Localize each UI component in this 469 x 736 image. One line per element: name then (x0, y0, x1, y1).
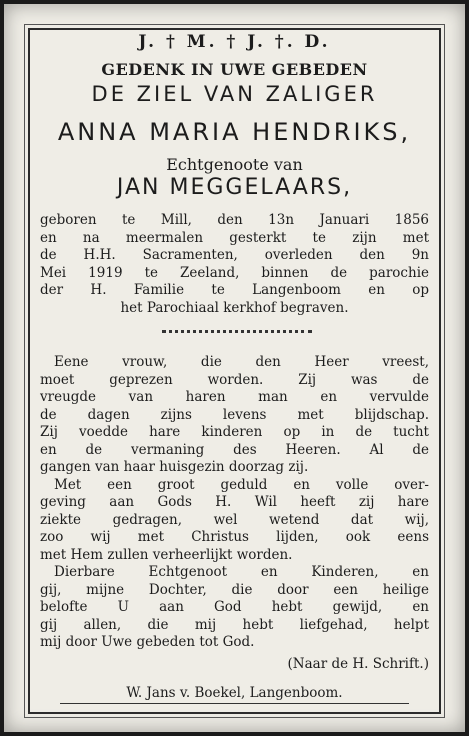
eulogy-line: gij, mijne Dochter, die door een heilige (40, 581, 429, 598)
eulogy-line: met Hem zullen verheerlijkt worden. (40, 546, 293, 563)
eulogy-line: Zij voedde hare kinderen op in de tucht (40, 424, 429, 440)
bio-line: en na meermalen gesterkt te zijn met (40, 229, 429, 246)
ziel-heading: DE ZIEL VAN ZALIGER (91, 82, 378, 106)
eulogy-line: belofte U aan God hebt gewijd, en (40, 599, 429, 615)
bio-line: Mei 1919 te Zeeland, binnen de parochie (40, 264, 429, 281)
printer-imprint: W. Jans v. Boekel, Langenboom. (126, 685, 343, 701)
eulogy-line: de dagen zijns levens met blijdschap. (40, 406, 429, 423)
eulogy-line: zoo wij met Christus lijden, ook eens (40, 529, 429, 545)
eulogy-line: gij allen, die mij hebt liefgehad, helpt (40, 616, 429, 633)
memorial-card (4, 4, 465, 732)
eulogy-line: Met een groot geduld en volle over- (54, 476, 429, 493)
scripture-citation: (Naar de H. Schrift.) (287, 656, 429, 672)
eulogy-line: moet geprezen worden. Zij was de (40, 371, 429, 388)
eulogy-line: vreugde van haren man en vervulde (40, 389, 429, 405)
deceased-name: ANNA MARIA HENDRIKS, (57, 118, 412, 146)
bio-line: der H. Familie te Langenboom en op (40, 282, 429, 298)
bio-line: het Parochiaal kerkhof begraven. (120, 299, 349, 316)
eulogy-line: gangen van haar huisgezin doorzag zij. (40, 459, 309, 475)
eulogy-line: Eene vrouw, die den Heer vreest, (54, 354, 429, 370)
eulogy-line: Dierbare Echtgenoot en Kinderen, en (54, 564, 429, 580)
card-border-frame (28, 28, 441, 714)
eulogy-line: mij door Uwe gebeden tot God. (40, 634, 255, 650)
bio-line: geboren te Mill, den 13n Januari 1856 (40, 212, 429, 228)
dotted-divider (162, 330, 312, 336)
religious-abbreviation: J. † M. † J. †. D. (138, 32, 331, 52)
gedenk-heading: GEDENK IN UWE GEBEDEN (101, 60, 368, 79)
spouse-name: JAN MEGGELAARS, (116, 175, 353, 200)
eulogy-paragraph (40, 354, 429, 652)
biography-paragraph (40, 212, 429, 317)
bio-line: de H.H. Sacramenten, overleden den 9n (40, 247, 429, 263)
spouse-label: Echtgenoote van (166, 155, 303, 174)
card-content (30, 30, 439, 712)
eulogy-line: geving aan Gods H. Wil heeft zij hare (40, 494, 429, 510)
eulogy-line: ziekte gedragen, wel wetend dat wij, (40, 511, 429, 528)
eulogy-line: en de vermaning des Heeren. Al de (40, 441, 429, 458)
printer-underline (60, 703, 409, 704)
